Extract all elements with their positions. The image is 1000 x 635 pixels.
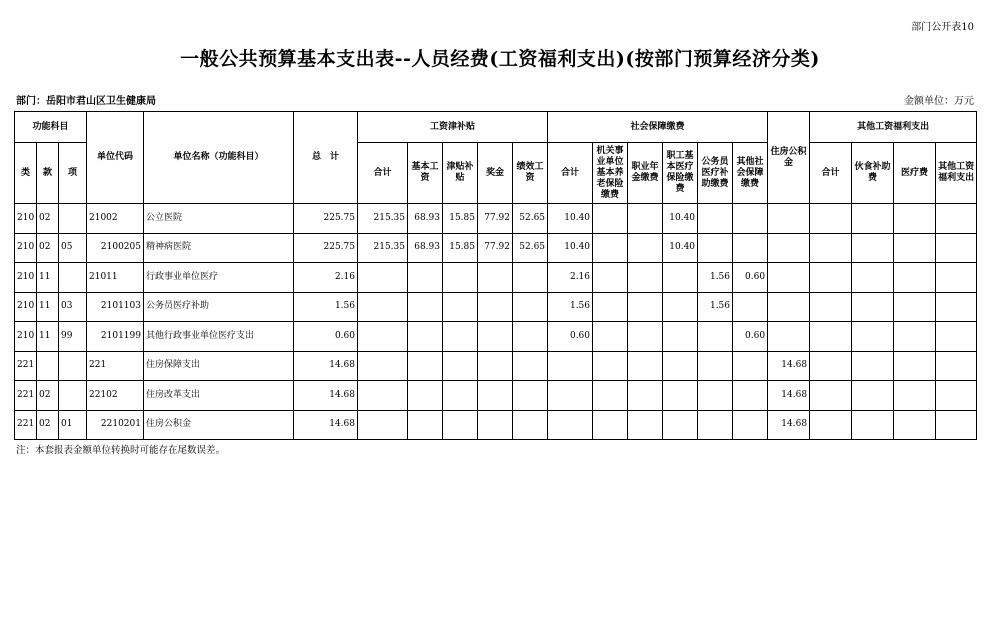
cell-social-total: 1.56 [548,292,593,322]
header-medical: 职工基本医疗保险缴费 [663,143,698,204]
cell-medical [663,381,698,411]
cell-housing-fund: 14.68 [768,351,810,381]
cell-other-welfare [936,381,977,411]
cell-medical-fee [894,410,936,440]
cell-pension [593,410,628,440]
cell-medical [663,351,698,381]
cell-other-social [733,410,768,440]
cell-housing-fund [768,292,810,322]
cell-kuan: 11 [37,263,59,293]
cell-housing-fund: 14.68 [768,410,810,440]
table-row [15,322,977,352]
cell-name: 精神病医院 [144,233,294,263]
cell-perf-wage: 52.65 [513,233,548,263]
cell-name: 公务员医疗补助 [144,292,294,322]
cell-civil-medical [698,233,733,263]
cell-perf-wage [513,410,548,440]
cell-meal [852,410,894,440]
header-allowance: 津贴补贴 [443,143,478,204]
cell-social-total: 10.40 [548,204,593,234]
table-row [15,351,977,381]
cell-total: 14.68 [294,381,358,411]
header-other-group: 其他工资福利支出 [810,112,977,143]
cell-basic-wage: 68.93 [408,204,443,234]
cell-lei: 221 [15,410,37,440]
cell-basic-wage [408,263,443,293]
header-kuan: 款 [37,143,59,204]
cell-meal [852,381,894,411]
cell-other-social: 0.60 [733,263,768,293]
cell-other-total [810,263,852,293]
cell-perf-wage [513,292,548,322]
cell-social-total [548,351,593,381]
header-unit-name: 单位名称（功能科目） [144,112,294,204]
header-other-social: 其他社会保障缴费 [733,143,768,204]
cell-social-total [548,381,593,411]
cell-other-total [810,410,852,440]
cell-medical-fee [894,233,936,263]
table-row [15,233,977,263]
cell-medical [663,292,698,322]
cell-allowance: 15.85 [443,204,478,234]
cell-xiang: 03 [59,292,87,322]
header-social-group: 社会保障缴费 [548,112,768,143]
cell-allowance [443,322,478,352]
cell-lei: 210 [15,204,37,234]
cell-bonus: 77.92 [478,233,513,263]
cell-total: 14.68 [294,351,358,381]
cell-allowance [443,351,478,381]
cell-medical-fee [894,322,936,352]
cell-xiang [59,381,87,411]
cell-medical: 10.40 [663,233,698,263]
cell-wage-total [358,410,408,440]
cell-allowance [443,263,478,293]
cell-wage-total: 215.35 [358,204,408,234]
cell-total: 2.16 [294,263,358,293]
header-wage-total: 合计 [358,143,408,204]
cell-wage-total [358,381,408,411]
cell-xiang [59,263,87,293]
cell-other-total [810,292,852,322]
cell-perf-wage [513,381,548,411]
cell-bonus [478,322,513,352]
cell-other-social [733,351,768,381]
cell-other-total [810,351,852,381]
form-number: 部门公开表10 [911,22,974,33]
cell-other-total [810,204,852,234]
budget-table [14,111,977,440]
header-social-total: 合计 [548,143,593,204]
cell-allowance [443,292,478,322]
cell-lei: 210 [15,292,37,322]
cell-medical-fee [894,204,936,234]
table-row [15,410,977,440]
cell-lei: 210 [15,322,37,352]
cell-pension [593,292,628,322]
cell-perf-wage [513,322,548,352]
header-total: 总 计 [294,112,358,204]
cell-total: 1.56 [294,292,358,322]
cell-pension [593,351,628,381]
cell-kuan [37,351,59,381]
cell-name: 住房保障支出 [144,351,294,381]
cell-housing-fund [768,233,810,263]
cell-housing-fund [768,204,810,234]
cell-wage-total [358,263,408,293]
cell-social-total: 0.60 [548,322,593,352]
cell-bonus [478,410,513,440]
cell-lei: 210 [15,233,37,263]
cell-code: 22102 [87,381,144,411]
cell-meal [852,292,894,322]
cell-lei: 221 [15,351,37,381]
cell-total: 225.75 [294,204,358,234]
cell-total: 14.68 [294,410,358,440]
header-other-total: 合计 [810,143,852,204]
cell-annuity [628,204,663,234]
table-row [15,204,977,234]
department-label: 部门：岳阳市君山区卫生健康局 [16,96,156,107]
cell-basic-wage [408,410,443,440]
header-bonus: 奖金 [478,143,513,204]
cell-civil-medical [698,351,733,381]
cell-other-social: 0.60 [733,322,768,352]
header-pension: 机关事业单位基本养老保险缴费 [593,143,628,204]
cell-bonus [478,351,513,381]
cell-perf-wage [513,263,548,293]
cell-other-total [810,381,852,411]
cell-housing-fund: 14.68 [768,381,810,411]
cell-meal [852,351,894,381]
cell-civil-medical [698,204,733,234]
cell-basic-wage: 68.93 [408,233,443,263]
cell-civil-medical [698,410,733,440]
cell-medical-fee [894,351,936,381]
cell-medical-fee [894,263,936,293]
header-unit-code: 单位代码 [87,112,144,204]
cell-kuan: 02 [37,410,59,440]
cell-other-total [810,233,852,263]
cell-total: 225.75 [294,233,358,263]
header-func-subject: 功能科目 [15,112,87,143]
cell-xiang: 01 [59,410,87,440]
header-other-welfare: 其他工资福利支出 [936,143,977,204]
cell-medical: 10.40 [663,204,698,234]
cell-annuity [628,351,663,381]
cell-kuan: 11 [37,292,59,322]
cell-name: 行政事业单位医疗 [144,263,294,293]
cell-pension [593,233,628,263]
cell-annuity [628,322,663,352]
cell-annuity [628,410,663,440]
cell-medical [663,322,698,352]
cell-other-social [733,233,768,263]
cell-lei: 210 [15,263,37,293]
table-row [15,263,977,293]
header-housing-fund: 住房公积金 [768,112,810,204]
header-perf-wage: 绩效工资 [513,143,548,204]
cell-code: 2100205 [87,233,144,263]
cell-other-welfare [936,292,977,322]
table-row [15,292,977,322]
cell-perf-wage [513,351,548,381]
cell-name: 住房公积金 [144,410,294,440]
cell-annuity [628,233,663,263]
cell-medical [663,263,698,293]
cell-other-welfare [936,351,977,381]
header-civil-medical: 公务员医疗补助缴费 [698,143,733,204]
cell-pension [593,263,628,293]
cell-bonus [478,381,513,411]
cell-kuan: 02 [37,381,59,411]
cell-civil-medical [698,322,733,352]
header-annuity: 职业年金缴费 [628,143,663,204]
cell-other-welfare [936,410,977,440]
cell-code: 2101199 [87,322,144,352]
cell-meal [852,204,894,234]
cell-pension [593,322,628,352]
cell-lei: 221 [15,381,37,411]
cell-xiang [59,204,87,234]
cell-other-social [733,204,768,234]
header-wage-group: 工资津补贴 [358,112,548,143]
cell-other-welfare [936,322,977,352]
cell-meal [852,322,894,352]
cell-basic-wage [408,292,443,322]
cell-meal [852,263,894,293]
cell-other-welfare [936,204,977,234]
cell-annuity [628,292,663,322]
cell-code: 2210201 [87,410,144,440]
cell-social-total [548,410,593,440]
cell-bonus [478,263,513,293]
cell-xiang [59,351,87,381]
cell-wage-total [358,351,408,381]
cell-medical-fee [894,381,936,411]
table-row [15,381,977,411]
cell-bonus: 77.92 [478,204,513,234]
cell-other-welfare [936,233,977,263]
cell-medical-fee [894,292,936,322]
cell-code: 21002 [87,204,144,234]
cell-meal [852,233,894,263]
cell-other-social [733,381,768,411]
page-title: 一般公共预算基本支出表--人员经费(工资福利支出)(按部门预算经济分类) [180,48,820,70]
cell-kuan: 02 [37,233,59,263]
header-lei: 类 [15,143,37,204]
cell-kuan: 02 [37,204,59,234]
cell-annuity [628,381,663,411]
cell-kuan: 11 [37,322,59,352]
cell-housing-fund [768,322,810,352]
footnote: 注：本套报表金额单位转换时可能存在尾数误差。 [16,445,226,456]
cell-other-total [810,322,852,352]
cell-annuity [628,263,663,293]
cell-code: 221 [87,351,144,381]
cell-other-welfare [936,263,977,293]
cell-code: 2101103 [87,292,144,322]
cell-wage-total [358,292,408,322]
cell-bonus [478,292,513,322]
cell-wage-total [358,322,408,352]
cell-allowance [443,410,478,440]
header-meal: 伙食补助费 [852,143,894,204]
cell-social-total: 10.40 [548,233,593,263]
cell-allowance: 15.85 [443,233,478,263]
header-medical-fee: 医疗费 [894,143,936,204]
cell-name: 住房改革支出 [144,381,294,411]
cell-basic-wage [408,381,443,411]
cell-civil-medical [698,381,733,411]
cell-civil-medical: 1.56 [698,292,733,322]
cell-pension [593,204,628,234]
cell-pension [593,381,628,411]
cell-medical [663,410,698,440]
cell-xiang: 05 [59,233,87,263]
amount-unit-label: 金额单位：万元 [904,96,974,107]
cell-social-total: 2.16 [548,263,593,293]
cell-basic-wage [408,351,443,381]
cell-allowance [443,381,478,411]
cell-other-social [733,292,768,322]
cell-perf-wage: 52.65 [513,204,548,234]
cell-total: 0.60 [294,322,358,352]
header-basic-wage: 基本工资 [408,143,443,204]
cell-wage-total: 215.35 [358,233,408,263]
cell-code: 21011 [87,263,144,293]
cell-name: 其他行政事业单位医疗支出 [144,322,294,352]
header-xiang: 项 [59,143,87,204]
cell-civil-medical: 1.56 [698,263,733,293]
cell-name: 公立医院 [144,204,294,234]
cell-basic-wage [408,322,443,352]
cell-xiang: 99 [59,322,87,352]
cell-housing-fund [768,263,810,293]
